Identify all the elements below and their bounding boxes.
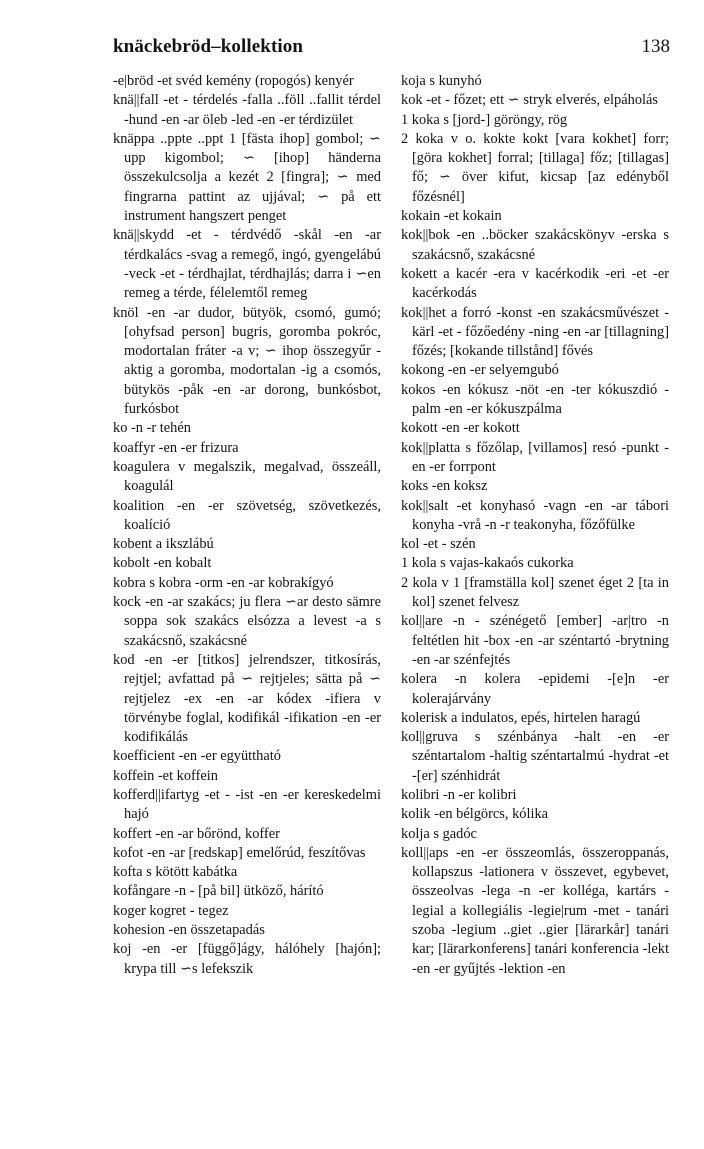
dictionary-entry: kok||bok -en ..böcker szakácskönyv -erska s szakácsnő, szakácsné <box>401 227 669 263</box>
running-headword: knäckebröd–kollektion <box>113 36 304 57</box>
dictionary-entry: knäppa ..ppte ..ppt 1 [fästa ihop] gombol; ∽ upp kigombol; ∽ [ihop] händerna összekulcsolja a kezét 2 [fingra]; ∽ med fingrarna pattint az ujjával; ∽ på ett instrument hangszert penget <box>113 130 381 225</box>
dictionary-entry: kokett a kacér -era v kacérkodik -eri -et -er kacérkodás <box>401 265 669 302</box>
dictionary-entry: kolja s gadóc <box>401 825 477 842</box>
dictionary-entry: kok||platta s főzőlap, [villamos] resó -punkt -en -er forrpont <box>401 439 669 475</box>
dictionary-entry: kobra s kobra -orm -en -ar kobrakígyó <box>113 574 334 591</box>
dictionary-entry: kolerisk a indulatos, epés, hirtelen haragú <box>401 709 641 726</box>
dictionary-entry: kokott -en -er kokott <box>401 420 520 437</box>
dictionary-entry: knä||fall -et - térdelés -falla ..föll ..fallit térdel -hund -en -ar öleb -led -en -er térdizület <box>113 92 381 128</box>
dictionary-entry: kolera -n kolera -epidemi -[e]n -er kolerajárvány <box>401 671 669 707</box>
dictionary-entry: kock -en -ar szakács; ju flera ∽ar desto sämre soppa sok szakács elsózza a levest -a s szakácsnő, szakácsné <box>113 594 381 649</box>
dictionary-entry: kol||are -n - szénégető [ember] -ar|tro -n feltétlen hit -box -en -ar széntartó -brytning -en -ar szénfejtés <box>401 613 669 668</box>
dictionary-entry: kok -et - főzet; ett ∽ stryk elverés, elpáholás <box>401 92 659 109</box>
dictionary-entry: kohesion -en összetapadás <box>113 922 265 939</box>
dictionary-entry: kok||salt -et konyhasó -vagn -en -ar tábori konyha -vrå -n -r teakonyha, főzőfülke <box>401 497 669 533</box>
dictionary-entry: ko -n -r tehén <box>113 420 191 437</box>
dictionary-entry: kofferd||ifartyg -et - -ist -en -er kereskedelmi hajó <box>113 786 381 823</box>
page-header <box>113 36 670 66</box>
dictionary-entry: kofot -en -ar [redskap] emelőrúd, feszítővas <box>113 844 366 861</box>
dictionary-entry: kokong -en -er selyemgubó <box>401 362 559 379</box>
dictionary-entry: knöl -en -ar dudor, bütyök, csomó, gumó; [ohyfsad person] bugris, goromba pokróc, modortalan fráter -a v; ∽ ihop összegyűr -aktig a goromba, modortalan -ig a csomós, bütykös -påk -en -ar dorong, bunkósbot, furkósbot <box>113 304 381 418</box>
dictionary-entry: koffein -et koffein <box>113 767 218 784</box>
dictionary-entry: 1 kola s vajas-kakaós cukorka <box>401 555 574 572</box>
dictionary-entry: koffert -en -ar bőrönd, koffer <box>113 825 280 842</box>
dictionary-entry: kofångare -n - [på bil] ütköző, hárító <box>113 883 324 900</box>
dictionary-entry: kobent a ikszlábú <box>113 536 214 553</box>
dictionary-entry: 2 kola v 1 [framställa kol] szenet éget 2 [ta in kol] szenet felvesz <box>401 574 669 611</box>
dictionary-entry: koefficient -en -er együttható <box>113 748 281 765</box>
dictionary-entry: koja s kunyhó <box>401 73 482 89</box>
dictionary-entry: kokain -et kokain <box>401 208 502 225</box>
dictionary-entry: koaffyr -en -er frizura <box>113 439 239 456</box>
dictionary-entry: koks -en koksz <box>401 478 488 495</box>
dictionary-entry: koj -en -er [függő]ágy, hálóhely [hajón]; krypa till ∽s lefekszik <box>113 941 381 977</box>
dictionary-entry: kolik -en bélgörcs, kólika <box>401 806 549 823</box>
dictionary-entry: kol -et - szén <box>401 536 476 553</box>
dictionary-entry: koll||aps -en -er összeomlás, összeroppanás, kollapszus -lationera v összevet, egybevet, összeolvas -lega -n -er kolléga, kartárs -legial a kollegiális -legie|rum -met - tanári szoba -legium ..giet ..gier [lärarkår] tanári kar; [lärarkonferens] tanári konferencia -lekt -en -er gyűjtés -lektion -en <box>401 844 669 977</box>
dictionary-entry: 1 koka s [jord-] göröngy, rög <box>401 111 568 128</box>
left-column <box>113 72 381 979</box>
dictionary-entry: -e|bröd -et svéd kemény (ropogós) kenyér <box>113 73 354 89</box>
dictionary-entry: kod -en -er [titkos] jelrendszer, titkosírás, rejtjel; avfattad på ∽ rejtjeles; sätta på ∽ rejtjelez -ex -en -ar kódex -ifiera v törvénybe foglal, kodifikál -ifikation -en -er kodifikálás <box>113 651 381 746</box>
dictionary-entry: knä||skydd -et - térdvédő -skål -en -ar térdkalács -svag a remegő, ingó, gyengelábú -veck -et - térdhajlat, térdhajlás; darra i ∽en remeg a térde, félelemtől remeg <box>113 227 381 302</box>
dictionary-entry: kolibri -n -er kolibri <box>401 786 517 803</box>
dictionary-entry: kol||gruva s szénbánya -halt -en -er széntartalom -haltig széntartalmú -hydrat -et -[er] szénhidrát <box>401 729 669 784</box>
right-column <box>401 72 669 979</box>
dictionary-entry: 2 koka v o. kokte kokt [vara kokhet] forr; [göra kokhet] forral; [tillaga] főz; [tillagas] fő; ∽ över kifut, kicsap [az edényből főzésnél] <box>401 130 669 205</box>
dictionary-entry: koalition -en -er szövetség, szövetkezés, koalíció <box>113 497 381 533</box>
dictionary-entry: kobolt -en kobalt <box>113 555 212 572</box>
dictionary-entry: koagulera v megalszik, megalvad, összeáll, koagulál <box>113 458 381 495</box>
dictionary-entry: kofta s kötött kabátka <box>113 864 238 881</box>
dictionary-entry: koger kogret - tegez <box>113 902 229 919</box>
page-number: 138 <box>641 36 670 57</box>
dictionary-entry: kokos -en kókusz -nöt -en -ter kókuszdió -palm -en -er kókuszpálma <box>401 381 669 418</box>
dictionary-entry: kok||het a forró -konst -en szakácsművészet -kärl -et - főzőedény -ning -en -ar [tillagning] főzés; [kokande tillstånd] fővés <box>401 304 669 360</box>
